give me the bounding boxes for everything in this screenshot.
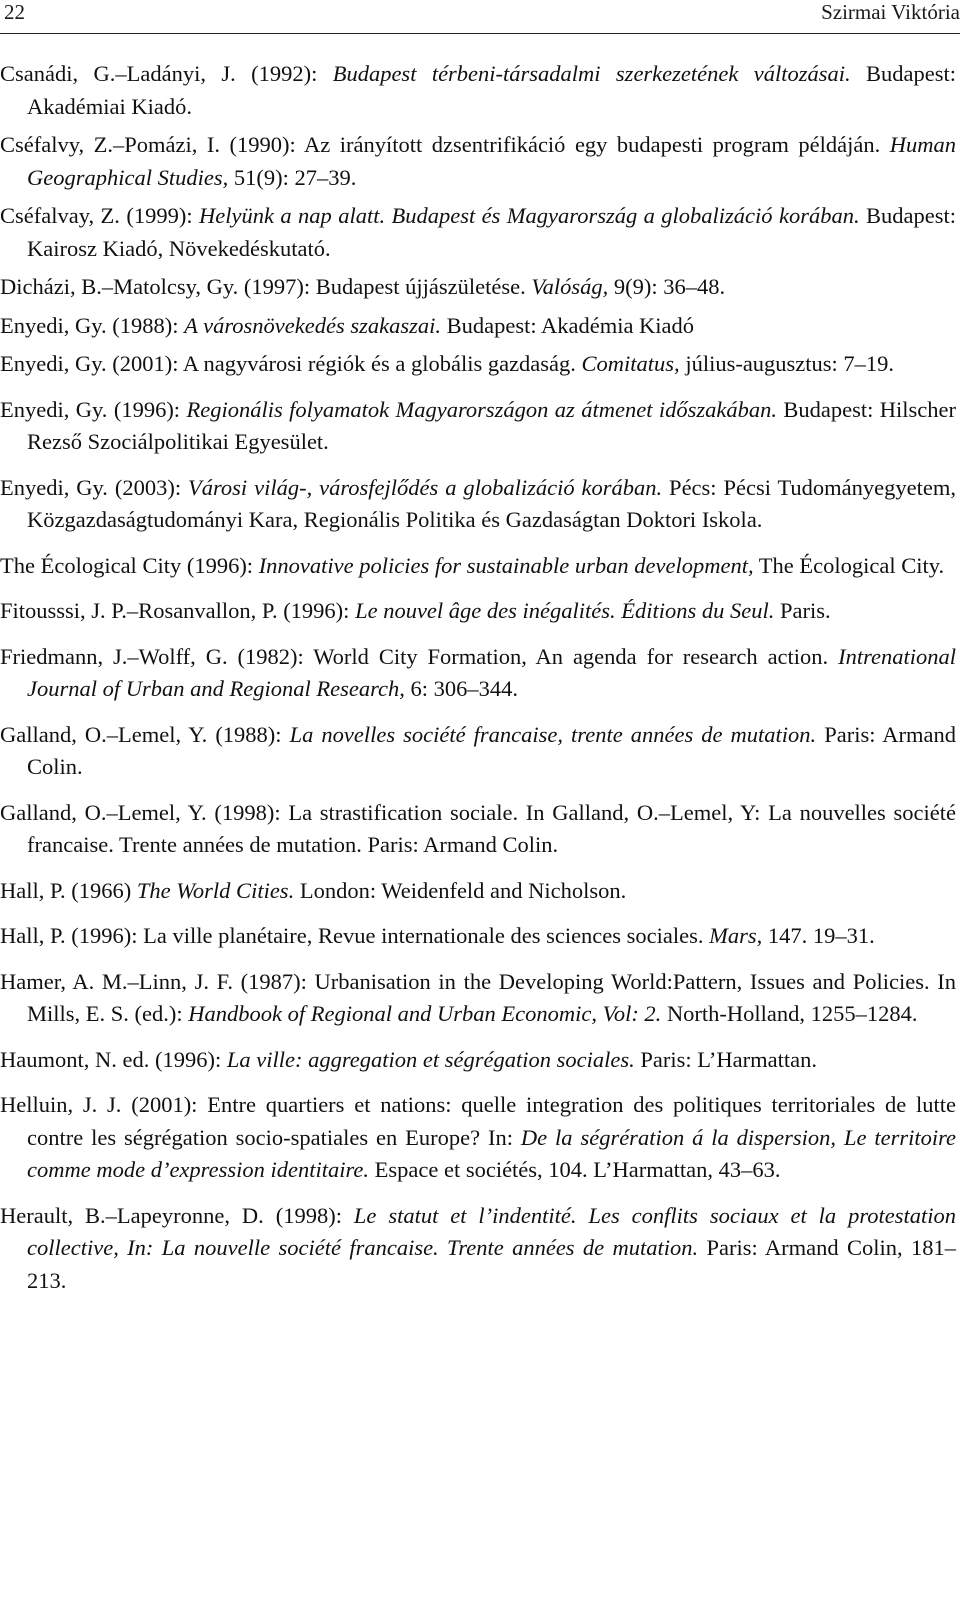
reference-text: Friedmann, J.–Wolff, G. (1982): World City Formation, An agenda for research action.: [0, 643, 839, 669]
reference-title-italic: De la ségrération á la dispersion, Le territoire comme mode d’expression identitaire.: [27, 1124, 957, 1182]
reference-entry: [0, 348, 956, 381]
reference-text: Paris: Armand Colin, 181–213.: [27, 1235, 956, 1293]
running-title: Szirmai Viktória: [821, 0, 960, 24]
reference-text: Paris: L’Harmattan.: [634, 1046, 817, 1072]
reference-text: Cséfalvay, Z. (1999):: [0, 203, 199, 228]
reference-text: North-Holland, 1255–1284.: [661, 1001, 918, 1026]
reference-title-italic: Helyünk a nap alatt. Budapest és Magyarország a globalizáció korában.: [198, 203, 860, 228]
reference-entry: [0, 1200, 956, 1298]
reference-text: Hall, P. (1996): La ville planétaire, Revue internationale des sciences sociales.: [0, 923, 710, 948]
reference-text: 9(9): 36–48.: [608, 274, 726, 299]
reference-list: [0, 58, 956, 1310]
reference-entry: [0, 1089, 956, 1187]
reference-entry: [0, 58, 956, 123]
reference-text: 147. 19–31.: [762, 923, 875, 948]
reference-title-italic: Regionális folyamatok Magyarországon az átmenet időszakában.: [186, 396, 777, 422]
reference-text: Dicházi, B.–Matolcsy, Gy. (1997): Budapest újjászületése.: [0, 274, 532, 299]
reference-title-italic: Mars,: [709, 923, 763, 948]
reference-text: Espace et sociétés, 104. L’Harmattan, 43–63.: [369, 1157, 781, 1182]
reference-title-italic: Human Geographical Studies,: [27, 132, 956, 190]
reference-text: Budapest: Hilscher Rezső Szociálpolitikai Egyesület.: [27, 396, 956, 454]
reference-entry: [0, 550, 956, 583]
reference-entry: [0, 920, 956, 953]
reference-text: 51(9): 27–39.: [228, 164, 357, 190]
reference-entry: [0, 797, 956, 862]
reference-text: Budapest: Akadémia Kiadó: [440, 312, 695, 338]
reference-title-italic: Innovative policies for sustainable urban development,: [258, 552, 754, 578]
page-number: 22: [4, 0, 25, 24]
reference-text: Galland, O.–Lemel, Y. (1988):: [0, 721, 290, 747]
reference-entry: [0, 472, 956, 537]
reference-title-italic: Valóság,: [531, 274, 609, 299]
reference-title-italic: A városnövekedés szakaszai.: [184, 312, 441, 338]
reference-text: Paris: Armand Colin.: [27, 721, 956, 779]
page-header: [2, 0, 960, 30]
reference-title-italic: Le nouvel âge des inégalités. Éditions du Seul.: [355, 598, 775, 623]
reference-entry: [0, 719, 956, 784]
reference-text: Herault, B.–Lapeyronne, D. (1998):: [0, 1202, 354, 1228]
reference-text: Hall, P. (1966): [0, 877, 137, 903]
reference-entry: [0, 394, 956, 459]
reference-text: Galland, O.–Lemel, Y. (1998): La strastification sociale. In Galland, O.–Lemel, Y: La nouvelles société francaise. Trente années de mutation. Paris: Armand Colin.: [0, 799, 956, 857]
reference-title-italic: Le statut et l’indentité. Les conflits sociaux et la protestation collective, In: La nouvelle société francaise. Trente années de mutation.: [27, 1202, 956, 1260]
reference-entry: [0, 641, 956, 706]
reference-entry: [0, 310, 956, 343]
reference-title-italic: La novelles société francaise, trente années de mutation.: [289, 721, 817, 747]
reference-title-italic: Comitatus,: [581, 351, 680, 376]
reference-text: The Écological City.: [753, 552, 945, 578]
reference-text: Paris.: [774, 598, 831, 623]
reference-title-italic: La ville: aggregation et ségrégation sociales.: [226, 1046, 635, 1072]
reference-title-italic: Handbook of Regional and Urban Economic, Vol: 2.: [188, 1001, 662, 1026]
reference-text: 6: 306–344.: [404, 676, 519, 701]
reference-text: július-augusztus: 7–19.: [679, 351, 895, 376]
reference-entry: [0, 966, 956, 1031]
reference-title-italic: The World Cities.: [136, 877, 295, 903]
reference-text: Hamer, A. M.–Linn, J. F. (1987): Urbanisation in the Developing World:Pattern, Issues and Policies. In Mills, E. S. (ed.):: [0, 968, 956, 1026]
reference-text: Helluin, J. J. (2001): Entre quartiers et nations: quelle integration des politiques territoriales de lutte contre les ségrégation socio-spatiales en Europe? In:: [0, 1092, 956, 1150]
reference-entry: [0, 200, 956, 265]
reference-text: Haumont, N. ed. (1996):: [0, 1046, 227, 1072]
header-rule: [0, 33, 960, 34]
reference-text: Cséfalvy, Z.–Pomázi, I. (1990): Az irányított dzsentrifikáció egy budapesti program példáján.: [0, 132, 890, 157]
reference-text: Enyedi, Gy. (2003):: [0, 474, 189, 500]
reference-title-italic: Budapest térbeni-társadalmi szerkezetének változásai.: [332, 61, 851, 86]
reference-entry: [0, 271, 956, 304]
reference-title-italic: Városi világ-, városfejlődés a globalizáció korában.: [188, 474, 663, 500]
reference-entry: [0, 875, 956, 908]
reference-entry: [0, 1044, 956, 1077]
reference-text: Budapest: Akadémiai Kiadó.: [27, 61, 956, 119]
reference-text: London: Weidenfeld and Nicholson.: [294, 877, 627, 903]
reference-text: Csanádi, G.–Ladányi, J. (1992):: [0, 61, 333, 86]
reference-text: Enyedi, Gy. (1988):: [0, 312, 185, 338]
reference-entry: [0, 595, 956, 628]
reference-text: Budapest: Kairosz Kiadó, Növekedéskutató.: [27, 203, 956, 261]
reference-text: The Écological City (1996):: [0, 552, 259, 578]
reference-entry: [0, 129, 956, 194]
reference-text: Fitousssi, J. P.–Rosanvallon, P. (1996):: [0, 598, 356, 623]
reference-text: Pécs: Pécsi Tudományegyetem, Közgazdaságtudományi Kara, Regionális Politika és Gazdaságtan Doktori Iskola.: [27, 474, 956, 532]
reference-text: Enyedi, Gy. (1996):: [0, 396, 187, 422]
reference-title-italic: Intrenational Journal of Urban and Regional Research,: [27, 643, 956, 701]
reference-text: Enyedi, Gy. (2001): A nagyvárosi régiók és a globális gazdaság.: [0, 351, 582, 376]
